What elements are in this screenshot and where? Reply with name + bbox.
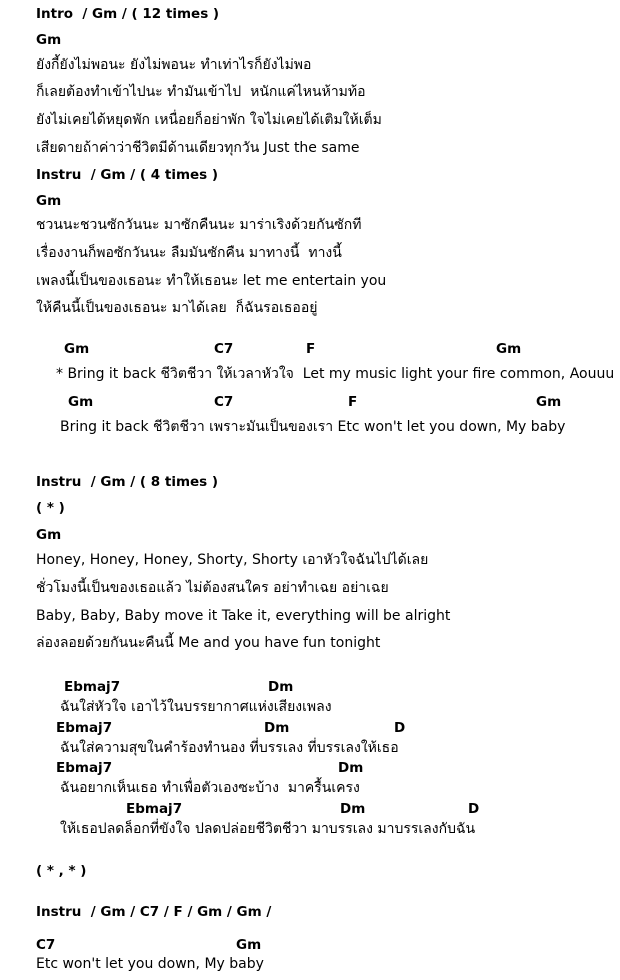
chorus-chord: Gm: [496, 341, 522, 357]
verse3-line-1: Honey, Honey, Honey, Shorty, Shorty เอาหัวใจฉันไปได้เลย: [36, 552, 429, 568]
bridge-chord: Dm: [268, 679, 294, 695]
intro-heading: Intro / Gm / ( 12 times ): [36, 6, 220, 22]
chorus-chord: C7: [214, 394, 234, 410]
verse1-line-3: ยังไม่เคยได้หยุดพัก เหนื่อยก็อย่าพัก ใจไม่เคยได้เติมให้เต็ม: [36, 112, 382, 128]
bridge-chord: Dm: [338, 760, 364, 776]
bridge-chord: Ebmaj7: [56, 760, 113, 776]
chorus-line-1: * Bring it back ชีวิตชีวา ให้เวลาหัวใจ Let my music light your fire common, Aouuu: [56, 366, 615, 382]
verse3-line-2: ชั่วโมงนี้เป็นของเธอแล้ว ไม่ต้องสนใคร อย่าทำเฉย อย่าเฉย: [36, 580, 389, 596]
instru2-heading: Instru / Gm / ( 8 times ): [36, 474, 219, 490]
verse2-line-4: ให้คืนนี้เป็นของเธอนะ มาได้เลย ก็ฉันรอเธออยู่: [36, 300, 318, 316]
chorus-chord: Gm: [536, 394, 562, 410]
instru1-heading: Instru / Gm / ( 4 times ): [36, 167, 219, 183]
chorus-chord: Gm: [64, 341, 90, 357]
verse2-line-1: ชวนนะชวนซักวันนะ มาซักคืนนะ มาร่าเริงด้วยกันซักที: [36, 217, 362, 233]
verse3-line-3: Baby, Baby, Baby move it Take it, everything will be alright: [36, 608, 451, 624]
chorus-line-2: Bring it back ชีวิตชีวา เพราะมันเป็นของเรา Etc won't let you down, My baby: [60, 419, 566, 435]
outro-chord: Gm: [236, 937, 262, 953]
chorus-chord: F: [348, 394, 358, 410]
verse1-line-2: ก็เลยต้องทำเข้าไปนะ ทำมันเข้าไป หนักแค่ไหนห้ามท้อ: [36, 84, 366, 100]
repeat-marker: ( * ): [36, 500, 65, 516]
outro-chord: C7: [36, 937, 56, 953]
verse1-line-1: ยังกี้ยังไม่พอนะ ยังไม่พอนะ ทำเท่าไรก็ยังไม่พอ: [36, 57, 312, 73]
verse3-line-4: ล่องลอยด้วยกันนะคืนนี้ Me and you have fun tonight: [36, 635, 381, 651]
outro-line: Etc won't let you down, My baby: [36, 956, 264, 972]
verse1-line-4: เสียดายถ้าค่าว่าชีวิตมีด้านเดียวทุกวัน Just the same: [36, 140, 360, 156]
verse1-chord: Gm: [36, 32, 62, 48]
bridge-chord: Dm: [264, 720, 290, 736]
bridge-chord: D: [394, 720, 406, 736]
bridge-chord: Ebmaj7: [64, 679, 121, 695]
bridge-chord: Dm: [340, 801, 366, 817]
verse2-chord: Gm: [36, 193, 62, 209]
bridge-line-1: ฉันใส่หัวใจ เอาไว้ในบรรยากาศแห่งเสียงเพลง: [60, 699, 332, 715]
instru3-heading: Instru / Gm / C7 / F / Gm / Gm /: [36, 904, 272, 920]
bridge-chord: Ebmaj7: [126, 801, 183, 817]
bridge-chord: D: [468, 801, 480, 817]
bridge-line-3: ฉันอยากเห็นเธอ ทำเพื่อตัวเองซะบ้าง มาครื้นเครง: [60, 780, 360, 796]
chorus-chord: C7: [214, 341, 234, 357]
chorus-chord: F: [306, 341, 316, 357]
verse3-chord: Gm: [36, 527, 62, 543]
repeat-marker-double: ( * , * ): [36, 863, 87, 879]
chorus-chord: Gm: [68, 394, 94, 410]
verse2-line-2: เรื่องงานก็พอซักวันนะ ลืมมันซักคืน มาทางนี้ ทางนี้: [36, 245, 342, 261]
bridge-line-2: ฉันใส่ความสุขในคำร้องทำนอง ที่บรรเลง ที่บรรเลงให้เธอ: [60, 740, 399, 756]
bridge-line-4: ให้เธอปลดล็อกที่ขังใจ ปลดปล่อยชีวิตชีวา มาบรรเลง มาบรรเลงกับฉัน: [60, 821, 476, 837]
verse2-line-3: เพลงนี้เป็นของเธอนะ ทำให้เธอนะ let me entertain you: [36, 273, 387, 289]
bridge-chord: Ebmaj7: [56, 720, 113, 736]
